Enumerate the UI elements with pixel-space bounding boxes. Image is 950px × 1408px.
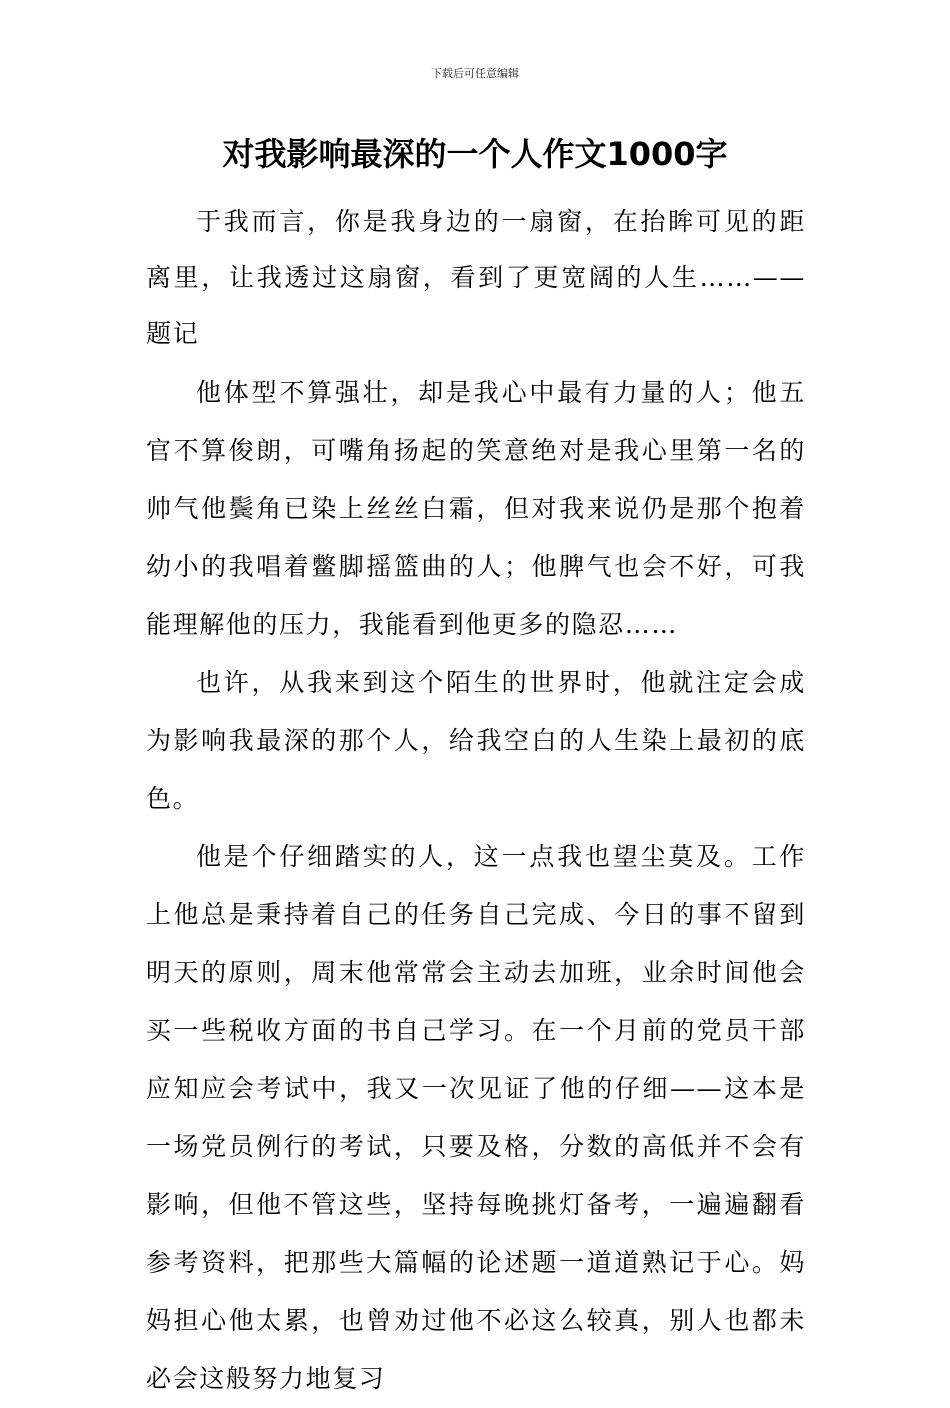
paragraph-influence: 也许，从我来到这个陌生的世界时，他就注定会成为影响我最深的那个人，给我空白的人生染上最初的底色。	[146, 668, 806, 813]
paragraph-epigraph: 于我而言，你是我身边的一扇窗，在抬眸可见的距离里，让我透过这扇窗，看到了更宽阔的人生……——题记	[146, 207, 806, 348]
document-body	[146, 194, 806, 1408]
paragraph-description: 他体型不算强壮，却是我心中最有力量的人；他五官不算俊朗，可嘴角扬起的笑意绝对是我心里第一名的帅气他鬓角已染上丝丝白霜，但对我来说仍是那个抱着幼小的我唱着鳖脚摇篮曲的人；他脾气也会不好，可我能理解他的压力，我能看到他更多的隐忍……	[146, 378, 806, 639]
paragraph-diligence: 他是个仔细踏实的人，这一点我也望尘莫及。工作上他总是秉持着自己的任务自己完成、今日的事不留到明天的原则，周末他常常会主动去加班，业余时间他会买一些税收方面的书自己学习。在一个月前的党员干部应知应会考试中，我又一次见证了他的仔细——这本是一场党员例行的考试，只要及格，分数的高低并不会有影响，但他不管这些，坚持每晚挑灯备考，一遍遍翻看参考资料，把那些大篇幅的论述题一道道熟记于心。妈妈担心他太累，也曾劝过他不必这么较真，别人也都未必会这般努力地复习	[146, 842, 806, 1393]
header-note: 下载后可任意编辑	[431, 67, 519, 80]
page-title: 对我影响最深的一个人作文1000字	[222, 135, 728, 173]
